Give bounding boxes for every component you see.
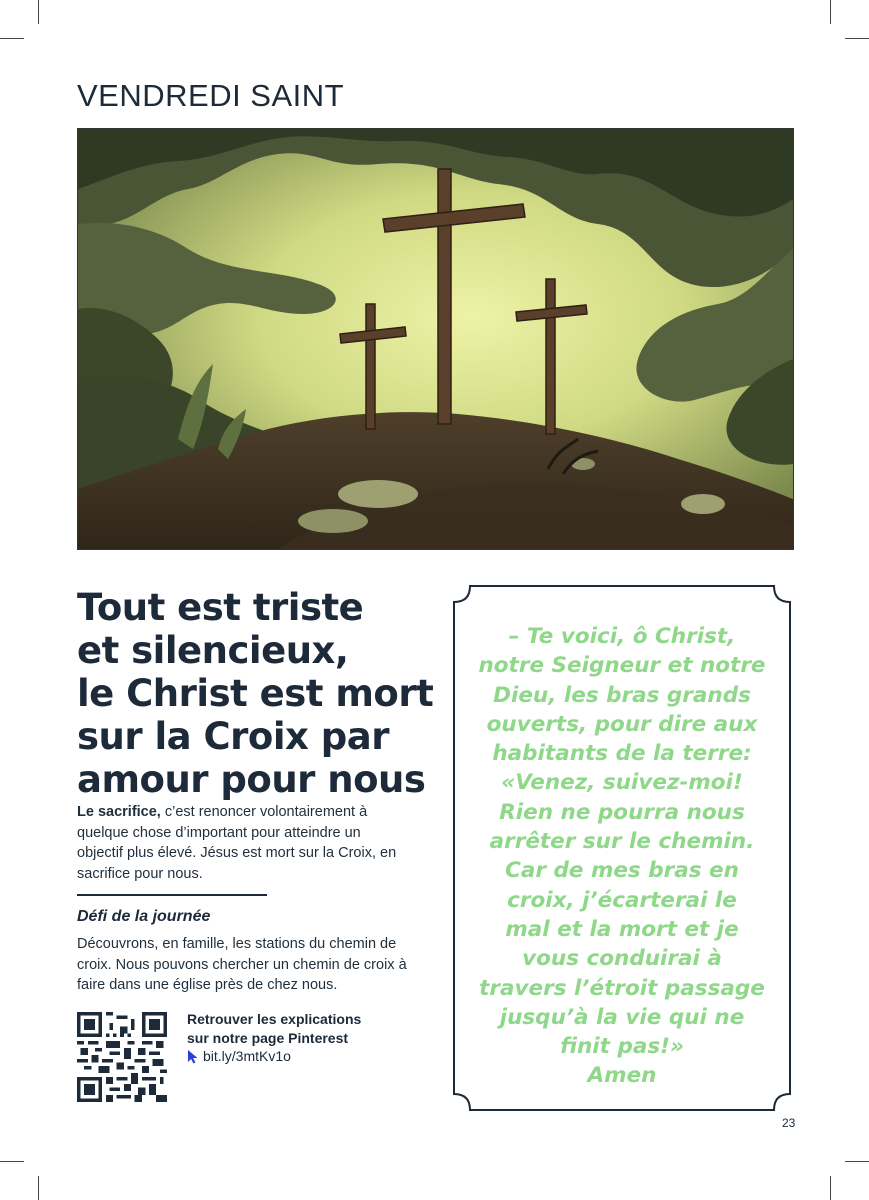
intro-bold-term: Le sacrifice, [77, 804, 161, 820]
crop-mark [830, 0, 831, 24]
defi-text: Découvrons, en famille, les stations du chemin de croix. Nous pouvons chercher un chemin de croix à faire dans une église près de chez nous. [77, 936, 407, 993]
headline-line: et silencieux, [77, 629, 349, 672]
quote-line: habitants de la terre: [492, 741, 752, 767]
headline-line: Tout est triste [77, 586, 364, 629]
pinterest-link[interactable] [187, 1047, 291, 1066]
quote-line: travers l’étroit passage [479, 975, 765, 1001]
quote-line: – Te voici, ô Christ, [508, 624, 736, 649]
quote-line: vous conduirai à [522, 946, 722, 972]
intro-text: c’est renoncer volontairement à quelque chose d’important pour atteindre un objectif plus élevé. Jésus est mort sur la Croix, en sacrifice pour nous. [77, 804, 397, 882]
quote-line: «Venez, suivez-moi! [501, 770, 743, 796]
quote-line: Car de mes bras en [505, 858, 739, 884]
pinterest-caption [187, 1010, 361, 1048]
quote-line: finit pas!» [560, 1034, 684, 1060]
prayer-quote [470, 622, 774, 1091]
crop-mark [845, 1161, 869, 1162]
quote-line: croix, j’écarterai le [507, 887, 737, 913]
crop-mark [38, 0, 39, 24]
three-crosses-illustration [77, 128, 794, 550]
quote-line: Dieu, les bras grands [493, 682, 751, 708]
crop-mark [0, 38, 24, 39]
quote-line: ouverts, pour dire aux [486, 711, 758, 737]
pinterest-caption-line2: sur notre page Pinterest [187, 1030, 349, 1046]
crop-mark [845, 38, 869, 39]
intro-paragraph [77, 802, 397, 884]
quote-line: Amen [587, 1063, 657, 1089]
crop-mark [830, 1176, 831, 1200]
quote-line: jusqu’à la vie qui ne [499, 1004, 745, 1030]
quote-line: mal et la mort et je [505, 916, 739, 942]
defi-title: Défi de la journée [77, 908, 211, 925]
divider [77, 894, 267, 896]
crop-mark [38, 1176, 39, 1200]
headline-line: sur la Croix par [77, 715, 389, 758]
section-title: VENDREDI SAINT [77, 78, 345, 113]
qr-code[interactable] [77, 1012, 167, 1102]
cursor-arrow-icon [187, 1049, 200, 1064]
quote-line: notre Seigneur et notre [478, 653, 766, 679]
headline [77, 586, 434, 801]
quote-line: Rien ne pourra nous [499, 799, 745, 825]
crop-mark [0, 1161, 24, 1162]
pinterest-link-text[interactable]: bit.ly/3mtKv1o [203, 1048, 291, 1064]
quote-line: arrêter sur le chemin. [489, 829, 755, 855]
pinterest-caption-line1: Retrouver les explications [187, 1011, 362, 1027]
headline-line: le Christ est mort [77, 672, 434, 715]
page-number: 23 [782, 1116, 796, 1130]
headline-line: amour pour nous [77, 758, 426, 801]
